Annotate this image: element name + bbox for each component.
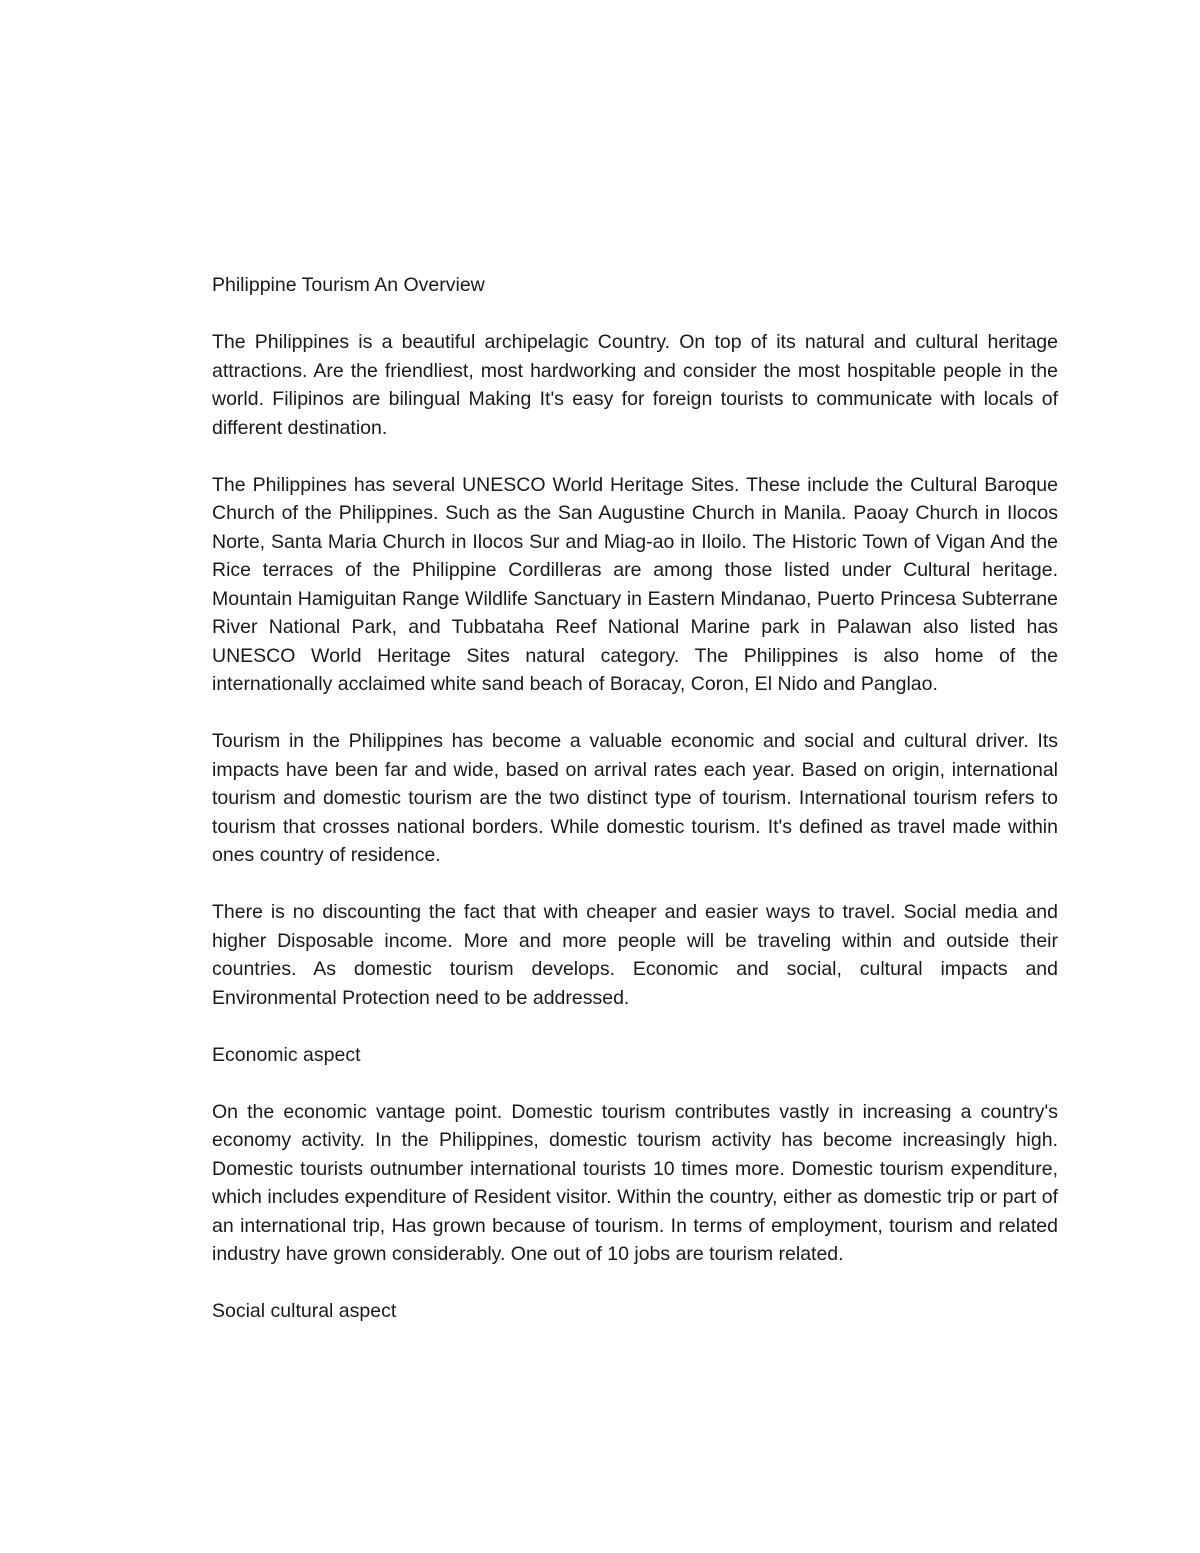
- document-title: Philippine Tourism An Overview: [212, 274, 485, 296]
- social-cultural-aspect-heading: Social cultural aspect: [212, 1300, 397, 1322]
- economic-aspect-heading: Economic aspect: [212, 1043, 361, 1066]
- document-body: [212, 271, 1058, 1354]
- intro-paragraph-1: The Philippines is a beautiful archipelagic Country. On top of its natural and cultural heritage attractions. Are the friendliest, most hardworking and consider the most hospitable people in the world. Filipinos are bilingual Making It's easy for foreign tourists to communicate with locals of different destination.: [212, 331, 1058, 439]
- unesco-paragraph: The Philippines has several UNESCO World Heritage Sites. These include the Cultural Baroque Church of the Philippines. Such as the San Augustine Church in Manila. Paoay Church in Ilocos Norte, Santa Maria Church in Ilocos Sur and Miag-ao in Iloilo. The Historic Town of Vigan And the Rice terraces of the Philippine Cordilleras are among those listed under Cultural heritage. Mountain Hamiguitan Range Wildlife Sanctuary in Eastern Mindanao, Puerto Princesa Subterrane River National Park, and Tubbataha Reef National Marine park in Palawan also listed has UNESCO World Heritage Sites natural category. The Philippines is also home of the internationally acclaimed white sand beach of Boracay, Coron, El Nido and Panglao.: [212, 473, 1058, 695]
- tourism-driver-paragraph: Tourism in the Philippines has become a valuable economic and social and cultural driver. Its impacts have been far and wide, based on arrival rates each year. Based on origin, international tourism and domestic tourism are the two distinct type of tourism. International tourism refers to tourism that crosses national borders. While domestic tourism. It's defined as travel made within ones country of residence.: [212, 730, 1058, 866]
- domestic-tourism-paragraph: There is no discounting the fact that with cheaper and easier ways to travel. Social media and higher Disposable income. More and more people will be traveling within and outside their countries. As domestic tourism develops. Economic and social, cultural impacts and Environmental Protection need to be addressed.: [212, 901, 1058, 1009]
- economic-aspect-paragraph: On the economic vantage point. Domestic tourism contributes vastly in increasing a country's economy activity. In the Philippines, domestic tourism activity has become increasingly high. Domestic tourists outnumber international tourists 10 times more. Domestic tourism expenditure, which includes expenditure of Resident visitor. Within the country, either as domestic trip or part of an international trip, Has grown because of tourism. In terms of employment, tourism and related industry have grown considerably. One out of 10 jobs are tourism related.: [212, 1100, 1058, 1265]
